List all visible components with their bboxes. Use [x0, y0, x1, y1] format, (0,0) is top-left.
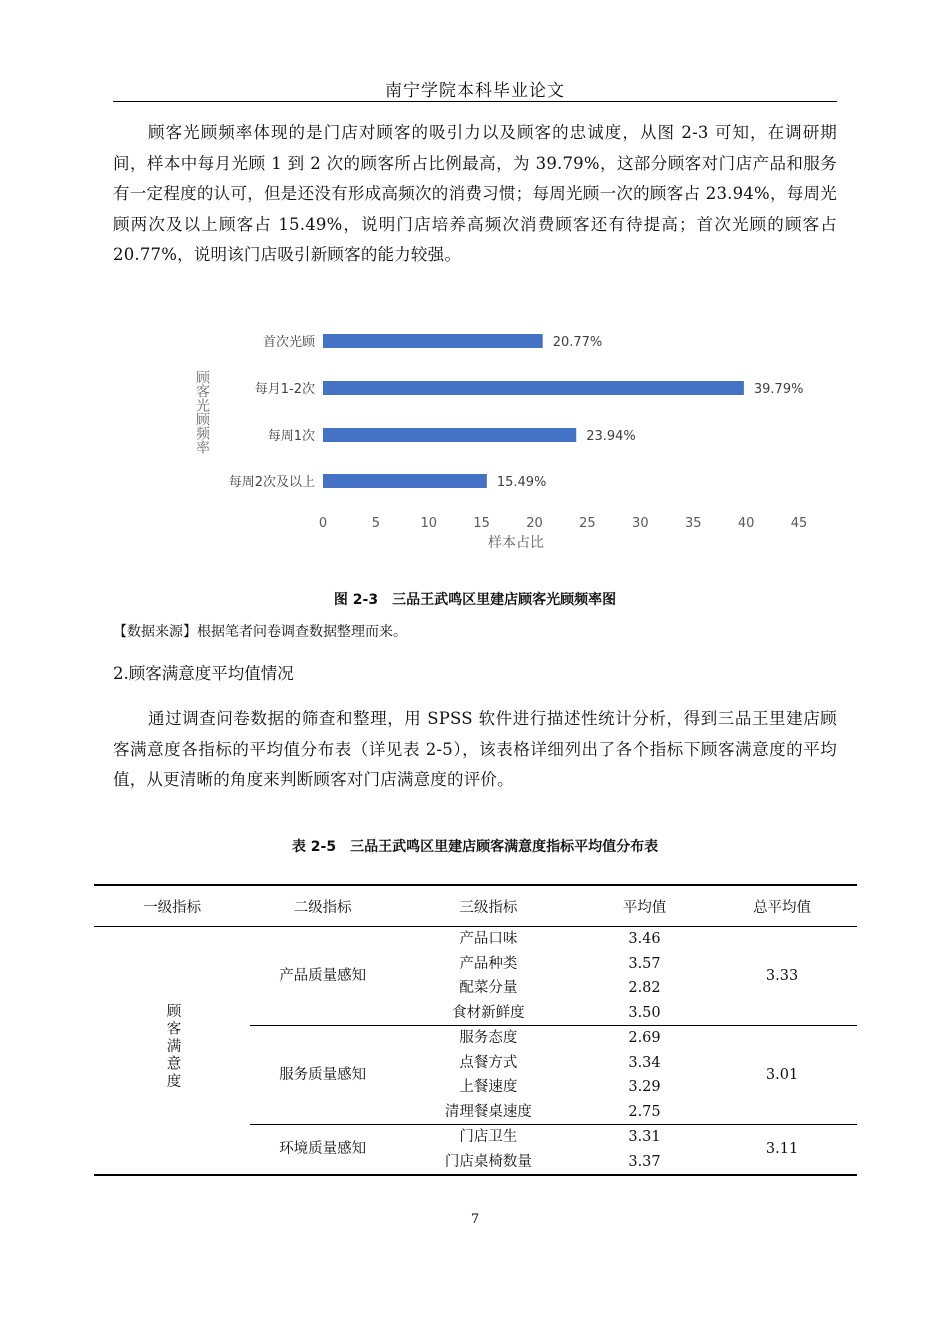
category-label: 首次光顾 [262, 335, 315, 350]
chart-bars [229, 334, 804, 490]
mean-cell: 3.37 [582, 1150, 707, 1176]
data-source-note: 【数据来源】根据笔者问卷调查数据整理而来。 [113, 624, 407, 640]
data-label: 23.94% [586, 429, 636, 444]
level2-cell: 服务质量感知 [250, 1026, 395, 1125]
table-caption: 表 2-5 三品王武鸣区里建店顾客满意度指标平均值分布表 [291, 839, 659, 855]
level3-cell: 产品口味 [459, 931, 518, 947]
bar [323, 381, 744, 395]
bar [323, 334, 543, 348]
mean-cell: 2.75 [582, 1100, 707, 1125]
x-tick-label: 20 [526, 516, 543, 531]
total-mean-cell: 3.01 [707, 1026, 857, 1125]
satisfaction-table [94, 884, 857, 1176]
level2-cell: 环境质量感知 [250, 1125, 395, 1176]
level3-cell: 门店桌椅数量 [395, 1150, 582, 1176]
mean-cell: 3.31 [628, 1129, 661, 1145]
level3-cell: 服务态度 [459, 1030, 518, 1046]
mean-cell: 3.57 [628, 955, 661, 972]
paragraph-visit-frequency: 顾客光顾频率体现的是门店对顾客的吸引力以及顾客的忠诚度，从图 2-3 可知，在调研期间，样本中每月光顾 1 到 2 次的顾客所占比例最高，为 39.79%，这部分顾客对门店产品和服务有一定程度的认可，但是还没有形成高频次的消费习惯；每周光顾一次的顾客占 23.94%，每周光顾两次及以上顾客占 15.49%，说明门店培养高频次消费顾客还有待提高；首次光顾的顾客占 20.77%，说明该门店吸引新顾客的能力较强。 [113, 123, 837, 264]
x-axis-label: 样本占比 [488, 535, 544, 551]
page-number: 7 [470, 1212, 480, 1227]
mean-cell: 2.69 [628, 1030, 661, 1046]
level3-cell: 点餐方式 [459, 1054, 518, 1071]
level3-cell: 门店卫生 [459, 1129, 518, 1145]
satisfaction-table-wrapper [94, 884, 857, 1176]
x-tick-label: 10 [420, 516, 438, 531]
mean-cell: 3.34 [628, 1054, 661, 1071]
data-label: 20.77% [552, 335, 603, 350]
header-rule [113, 101, 837, 102]
bar [323, 474, 487, 488]
bar [323, 428, 576, 442]
visit-frequency-bar-chart [190, 318, 830, 558]
level3-cell: 产品种类 [459, 955, 518, 972]
x-tick-label: 25 [579, 516, 596, 531]
table-row [94, 927, 857, 952]
mean-cell: 2.82 [628, 980, 661, 996]
level3-cell: 配菜分量 [459, 980, 518, 996]
y-axis-label: 顾客光顾频率 [194, 370, 210, 454]
category-label: 每周1次 [267, 429, 315, 444]
chart-x-ticks [319, 516, 807, 531]
figure-caption: 图 2-3 三品王武鸣区里建店顾客光顾频率图 [333, 592, 617, 608]
level3-cell: 清理餐桌速度 [395, 1100, 582, 1125]
data-label: 39.79% [753, 382, 804, 397]
level3-cell: 上餐速度 [459, 1079, 518, 1095]
total-mean-cell: 3.11 [707, 1125, 857, 1176]
table-header-row [94, 885, 857, 927]
x-tick-label: 15 [473, 516, 490, 531]
table-header-cell: 一级指标 [94, 885, 250, 927]
table-header-cell: 总平均值 [707, 885, 857, 927]
table-header-cell: 二级指标 [250, 885, 395, 927]
data-label: 15.49% [496, 475, 547, 490]
x-tick-label: 40 [737, 516, 755, 531]
category-label: 每月1-2次 [254, 382, 315, 397]
x-tick-label: 30 [632, 516, 649, 531]
x-tick-label: 0 [318, 516, 328, 531]
level1-cell [94, 927, 250, 1176]
y-axis-label-group [194, 370, 210, 454]
x-tick-label: 5 [371, 516, 381, 531]
x-tick-label: 35 [684, 516, 702, 531]
level3-cell: 食材新鲜度 [395, 1001, 582, 1026]
level2-cell: 产品质量感知 [250, 927, 395, 1026]
level1-label: 顾客满意度 [164, 1002, 181, 1090]
x-tick-label: 45 [790, 516, 808, 531]
table-header-cell: 三级指标 [395, 885, 582, 927]
mean-cell: 3.46 [628, 931, 661, 947]
total-mean-cell: 3.33 [707, 927, 857, 1026]
mean-cell: 3.29 [628, 1079, 661, 1095]
mean-cell: 3.50 [582, 1001, 707, 1026]
category-label: 每周2次及以上 [228, 475, 315, 490]
paragraph-satisfaction: 通过调查问卷数据的筛查和整理，用 SPSS 软件进行描述性统计分析，得到三品王里建店顾客满意度各指标的平均值分布表（详见表 2-5），该表格详细列出了各个指标下顾客满意度的平均值，从更清晰的角度来判断顾客对门店满意度的评价。 [113, 709, 837, 789]
table-header-cell: 平均值 [582, 885, 707, 927]
section-heading: 2.顾客满意度平均值情况 [113, 664, 294, 683]
running-header: 南宁学院本科毕业论文 [385, 81, 565, 101]
